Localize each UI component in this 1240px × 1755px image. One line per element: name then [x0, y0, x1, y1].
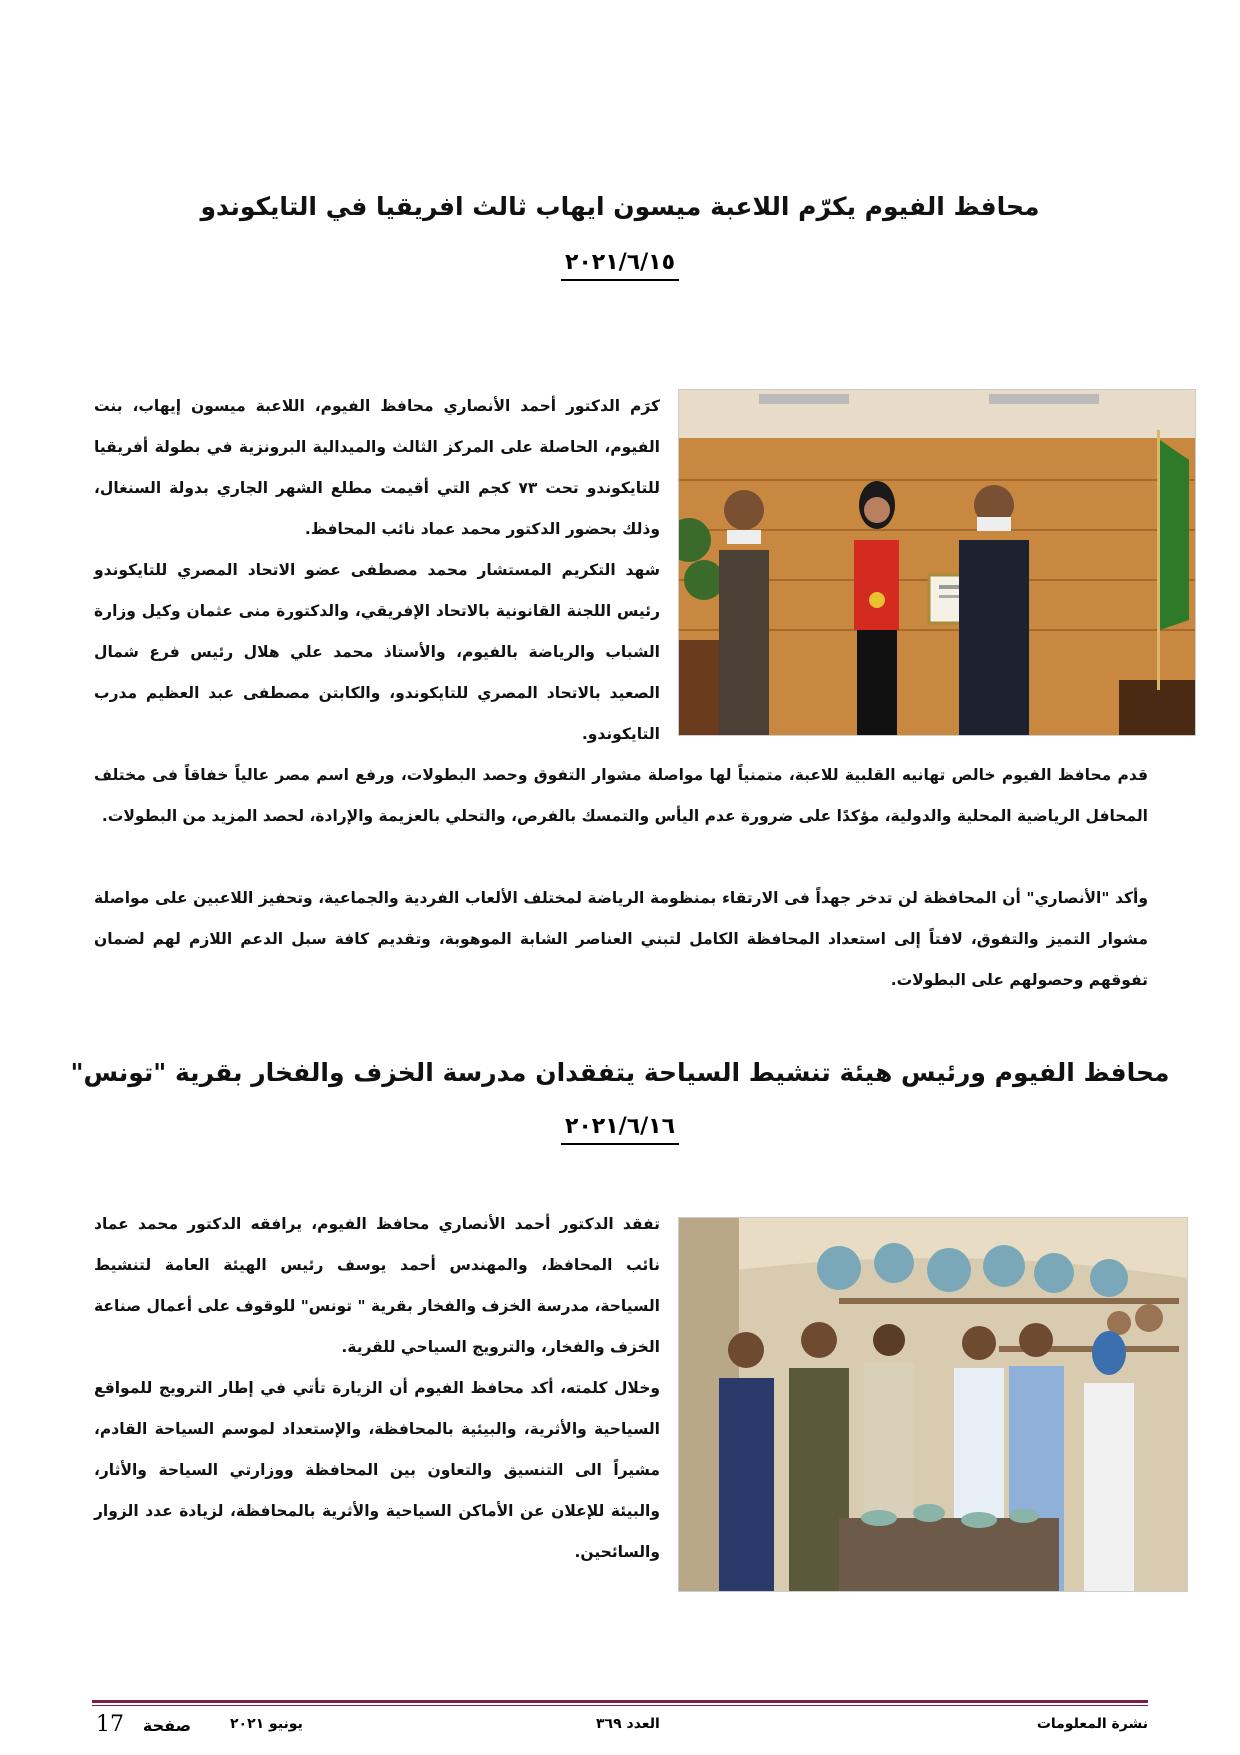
article-1-title: محافظ الفيوم يكرّم اللاعبة ميسون ايهاب ثالث افريقيا في التايكوندو [200, 192, 1040, 221]
footer-publication: نشرة المعلومات [1036, 1716, 1148, 1732]
article-2-date [0, 1114, 1240, 1145]
pottery-visit-photo [678, 1217, 1188, 1592]
pottery-visit-illustration [679, 1218, 1187, 1591]
footer-divider-thick [92, 1700, 1148, 1703]
footer-month: يونيو ٢٠٢١ [230, 1716, 303, 1732]
article-2-paragraph-2: وخلال كلمته، أكد محافظ الفيوم أن الزيارة تأتي في إطار الترويج للمواقع السياحية والأثرية، والبيئية بالمحافظة، والإستعداد لموسم السياحة القادم، مشيراً الى التنسيق والتعاون بين المحافظة ووزارتي السياحة والأثار، والبيئة للإعلان عن الأماكن السياحية والأثرية بالمحافظة، لزيادة عدد الزوار والسائحين. [94, 1379, 660, 1561]
article-1-date-text: ٢٠٢١/٦/١٥ [561, 250, 679, 281]
footer-divider-thin [92, 1705, 1148, 1706]
footer-issue: العدد ٣٦٩ [596, 1716, 660, 1732]
footer-page-number: 17 [96, 1712, 124, 1737]
footer-page-label: صفحة [142, 1716, 192, 1735]
award-ceremony-illustration [679, 390, 1195, 735]
article-1-paragraph-2: شهد التكريم المستشار محمد مصطفى عضو الاتحاد المصري للتايكوندو رئيس اللجنة القانونية بالاتحاد الإفريقي، والدكتورة منى عثمان وكيل وزارة الشباب والرياضة بالفيوم، والأستاذ محمد علي هلال رئيس فرع شمال الصعيد بالاتحاد المصري للتايكوندو، والكابتن مصطفى عبد العظيم مدرب التايكوندو. [94, 561, 660, 743]
article-1-paragraph-4: وأكد "الأنصاري" أن المحافظة لن تدخر جهداً فى الارتقاء بمنظومة الرياضة لمختلف الألعاب الفردية والجماعية، وتحفيز اللاعبين على مواصلة مشوار التميز والتفوق، لافتاً إلى استعداد المحافظة الكامل لتبني العناصر الشابة الموهوبة، وتقديم كافة سبل الدعم اللازم لهم لضمان تفوقهم وحصولهم على البطولات. [94, 889, 1148, 989]
article-2-paragraph-1: تفقد الدكتور أحمد الأنصاري محافظ الفيوم، يرافقه الدكتور محمد عماد نائب المحافظ، والمهندس أحمد يوسف رئيس الهيئة العامة لتنشيط السياحة، مدرسة الخزف والفخار بقرية " تونس" للوقوف على أعمال صناعة الخزف والفخار، والترويج السياحي للقرية. [94, 1215, 660, 1356]
article-1-paragraph-3: قدم محافظ الفيوم خالص تهانيه القلبية للاعبة، متمنياً لها مواصلة مشوار التفوق وحصد البطولات، ورفع اسم مصر عالياً خفاقاً فى مختلف المحافل الرياضية المحلية والدولية، مؤكدًا على ضرورة عدم اليأس والتمسك بالفرص، والتحلي بالعزيمة والإرادة، لحصد المزيد من البطولات. [94, 766, 1148, 825]
article-2-date-text: ٢٠٢١/٦/١٦ [561, 1114, 679, 1145]
article-2-title: محافظ الفيوم ورئيس هيئة تنشيط السياحة يتفقدان مدرسة الخزف والفخار بقرية "تونس" [70, 1058, 1170, 1087]
article-1-date [0, 250, 1240, 281]
award-ceremony-photo [678, 389, 1196, 736]
footer-page [96, 1712, 191, 1737]
article-1-paragraph-1: كرَم الدكتور أحمد الأنصاري محافظ الفيوم، اللاعبة ميسون إيهاب، بنت الفيوم، الحاصلة على المركز الثالث والميدالية البرونزية في بطولة أفريقيا للتايكوندو تحت ٧٣ كجم التي أقيمت مطلع الشهر الجاري بدولة السنغال، وذلك بحضور الدكتور محمد عماد نائب المحافظ. [94, 397, 660, 538]
